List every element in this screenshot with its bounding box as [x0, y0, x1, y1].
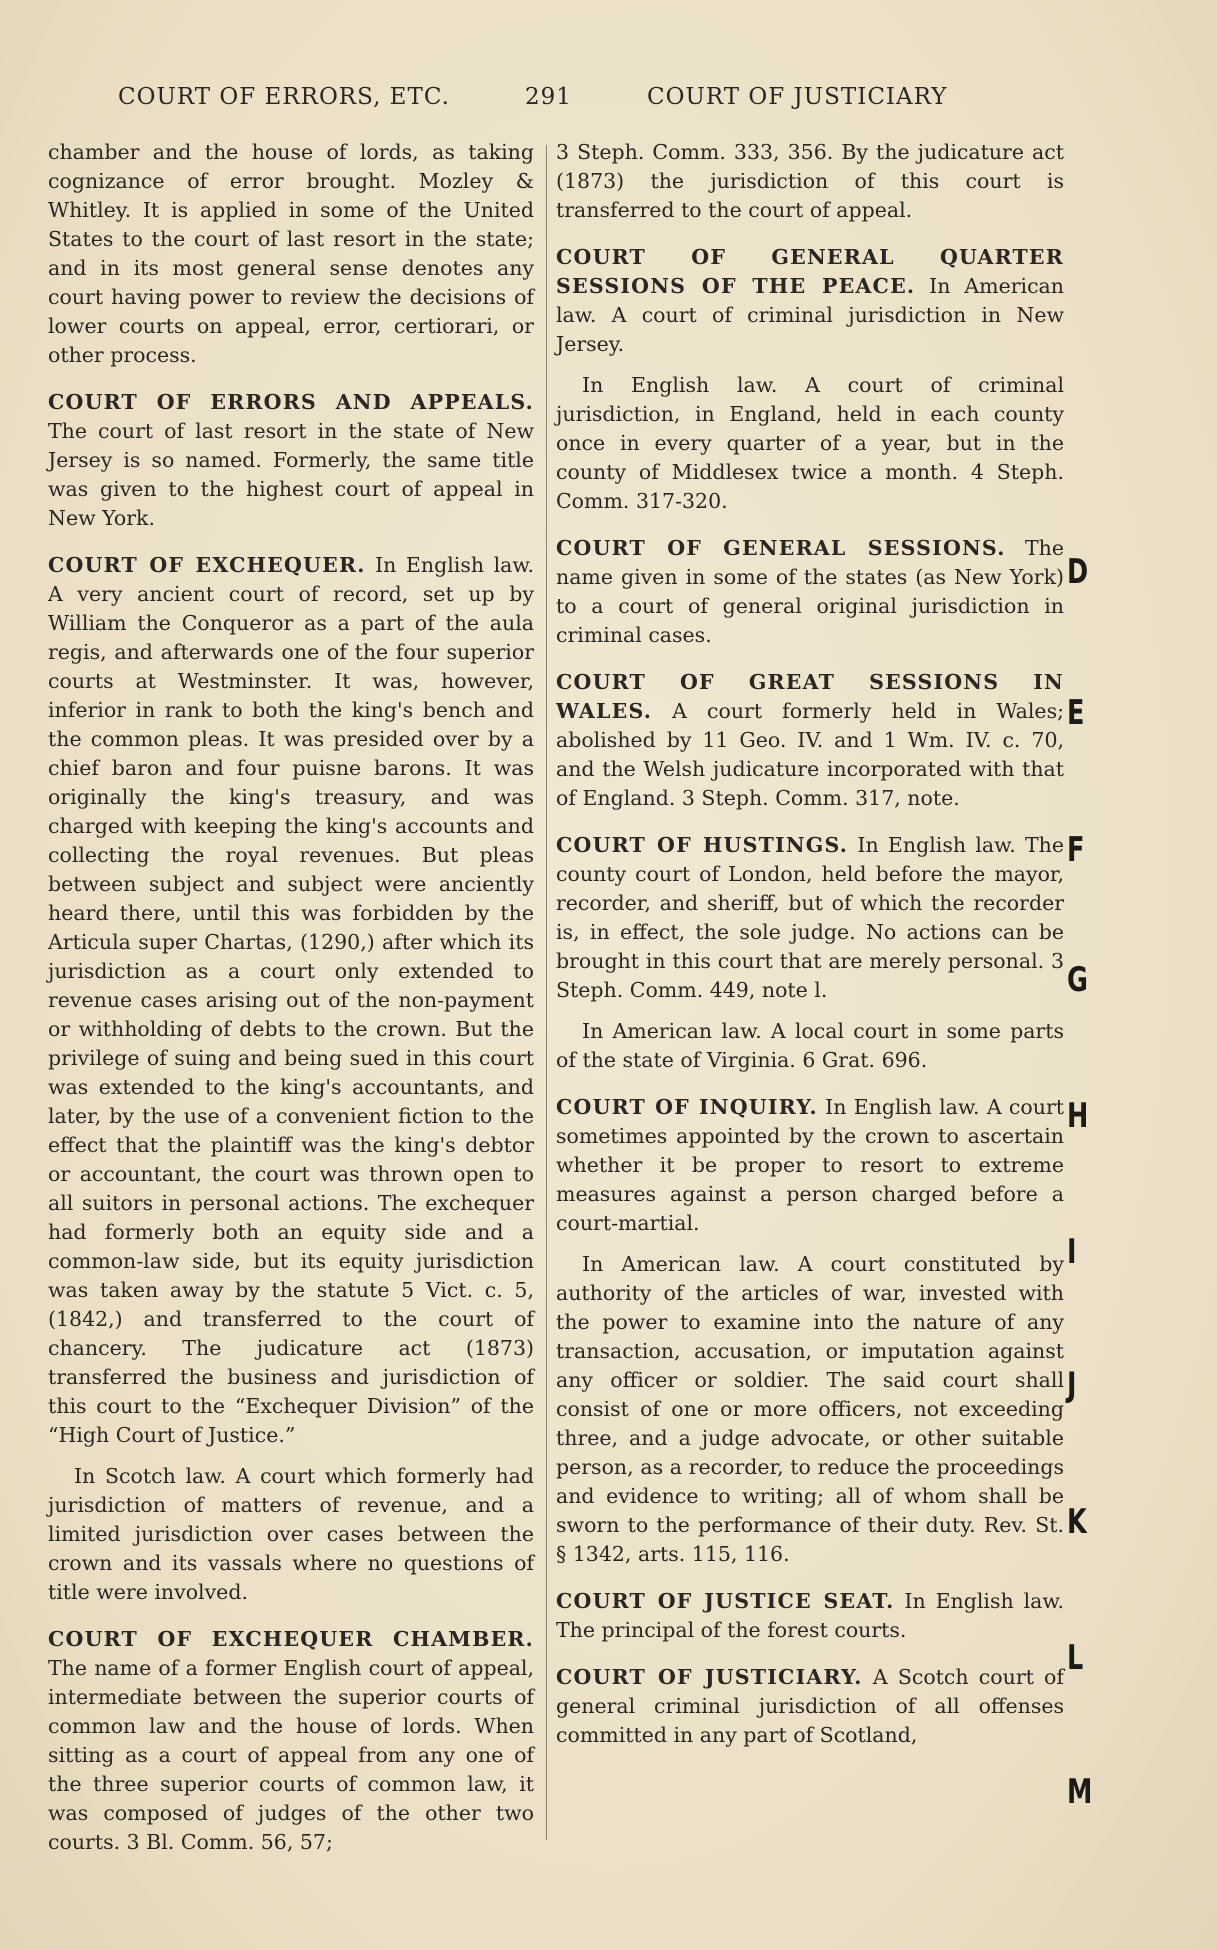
- left-column: [48, 138, 534, 1875]
- entry-definition: A court formerly held in Wales; abolished by 11 Geo. IV. and 1 Wm. IV. c. 70, and the Welsh judicature incorporated with that of England. 3 Steph. Comm. 317, note.: [556, 699, 1064, 810]
- entry-headword: COURT OF INQUIRY.: [556, 1095, 818, 1119]
- column-divider: [546, 145, 547, 1840]
- entry-definition: The name of a former English court of appeal, intermediate between the superior courts of common law and the house of lords. When sitting as a court of appeal from any one of the three superior courts of common law, it was composed of judges of the other two courts. 3 Bl. Comm. 56, 57;: [48, 1656, 534, 1854]
- entry-definition: In English law. A court sometimes appointed by the crown to ascertain whether it be proper to resort to extreme measures against a person charged before a court-martial.: [556, 1095, 1064, 1235]
- entry-definition: A Scotch court of general criminal jurisdiction of all offenses committed in any part of Scotland,: [556, 1665, 1064, 1747]
- thumb-index-e: E: [1067, 693, 1085, 733]
- entry-headword: COURT OF GENERAL SESSIONS.: [556, 536, 1006, 560]
- entry-court-of-justice-seat: [556, 1587, 1064, 1645]
- entry-court-of-general-quarter-sessions: [556, 243, 1064, 359]
- entry-court-of-justiciary: [556, 1663, 1064, 1750]
- entry-headword: COURT OF JUSTICIARY.: [556, 1665, 863, 1689]
- entry-court-of-errors-and-appeals: [48, 388, 534, 533]
- entry-headword: COURT OF EXCHEQUER CHAMBER.: [48, 1627, 534, 1651]
- entry-subsense-english-law: In English law. A court of criminal jurisdiction, in England, held in each county once in every quarter of a year, but in the county of Middlesex twice a month. 4 Steph. Comm. 317-320.: [556, 373, 1064, 513]
- entry-headword: COURT OF EXCHEQUER.: [48, 553, 366, 577]
- entry-continuation: 3 Steph. Comm. 333, 356. By the judicature act (1873) the jurisdiction of this court is transferred to the court of appeal.: [556, 140, 1064, 222]
- thumb-index-h: H: [1067, 1096, 1089, 1136]
- entry-subsense-american-law: In American law. A local court in some parts of the state of Virginia. 6 Grat. 696.: [556, 1019, 1064, 1072]
- thumb-index-m: M: [1067, 1772, 1093, 1812]
- entry-court-of-general-sessions: [556, 534, 1064, 650]
- entry-court-of-great-sessions-in-wales: [556, 668, 1064, 813]
- header-right-guideword: COURT OF JUSTICIARY: [647, 84, 948, 110]
- entry-definition: The court of last resort in the state of New Jersey is so named. Formerly, the same title was given to the highest court of appeal in New York.: [48, 419, 534, 530]
- thumb-index-f: F: [1067, 830, 1085, 870]
- thumb-index-d: D: [1067, 552, 1089, 592]
- entry-court-of-exchequer-chamber: [48, 1625, 534, 1857]
- entry-continuation: chamber and the house of lords, as taking cognizance of error brought. Mozley & Whitley. It is applied in some of the United States to the court of last resort in the state; and in its most general sense denotes any court having power to review the decisions of lower courts on appeal, error, certiorari, or other process.: [48, 140, 534, 367]
- thumb-index-g: G: [1067, 960, 1088, 1000]
- right-column: [556, 138, 1064, 1768]
- thumb-index-j: J: [1067, 1365, 1077, 1405]
- entry-definition: The name given in some of the states (as New York) to a court of general original jurisdiction in criminal cases.: [556, 536, 1064, 647]
- thumb-index-k: K: [1067, 1502, 1087, 1542]
- thumb-index-l: L: [1067, 1638, 1084, 1678]
- entry-definition: In English law. The county court of London, held before the mayor, recorder, and sheriff, but of which the recorder is, in effect, the sole judge. No actions can be brought in this court that are merely personal. 3 Steph. Comm. 449, note l.: [556, 833, 1064, 1002]
- entry-definition: In English law. The principal of the forest courts.: [556, 1589, 1064, 1642]
- header-left-guideword: COURT OF ERRORS, ETC.: [118, 84, 450, 110]
- page-number: 291: [525, 84, 572, 110]
- entry-headword: COURT OF GENERAL QUARTER SESSIONS OF THE PEACE.: [556, 245, 1064, 298]
- thumb-index-i: I: [1067, 1232, 1077, 1272]
- entry-headword: COURT OF JUSTICE SEAT.: [556, 1589, 895, 1613]
- entry-court-of-inquiry: [556, 1093, 1064, 1238]
- entry-subsense-american-law: In American law. A court constituted by authority of the articles of war, invested with the power to examine into the nature of any transaction, accusation, or imputation against any officer or soldier. The said court shall consist of one or more officers, not exceeding three, and a judge advocate, or other suitable person, as a recorder, to reduce the proceedings and evidence to writing; all of whom shall be sworn to the performance of their duty. Rev. St. § 1342, arts. 115, 116.: [556, 1252, 1064, 1566]
- entry-court-of-hustings: [556, 831, 1064, 1005]
- entry-court-of-exchequer: [48, 551, 534, 1450]
- running-header: [0, 84, 1217, 114]
- entry-headword: COURT OF ERRORS AND APPEALS.: [48, 390, 534, 414]
- entry-headword: COURT OF GREAT SESSIONS IN WALES.: [556, 670, 1064, 723]
- entry-definition: In English law. A very ancient court of record, set up by William the Conqueror as a part of the aula regis, and afterwards one of the four superior courts at Westminster. It was, however, inferior in rank to both the king's bench and the common pleas. It was presided over by a chief baron and four puisne barons. It was originally the king's treasury, and was charged with keeping the king's accounts and collecting the royal revenues. But pleas between subject and subject were anciently heard there, until this was forbidden by the Articula super Chartas, (1290,) after which its jurisdiction as a court only extended to revenue cases arising out of the non-payment or withholding of debts to the crown. But the privilege of suing and being sued in this court was extended to the king's accountants, and later, by the use of a convenient fiction to the effect that the plaintiff was the king's debtor or accountant, the court was thrown open to all suitors in personal actions. The exchequer had formerly both an equity side and a common-law side, but its equity jurisdiction was taken away by the statute 5 Vict. c. 5, (1842,) and transferred to the court of chancery. The judicature act (1873) transferred the business and jurisdiction of this court to the “Exchequer Division” of the “High Court of Justice.”: [48, 553, 534, 1447]
- entry-definition: In American law. A court of criminal jurisdiction in New Jersey.: [556, 274, 1064, 356]
- entry-headword: COURT OF HUSTINGS.: [556, 833, 849, 857]
- entry-subsense-scotch-law: In Scotch law. A court which formerly had jurisdiction of matters of revenue, and a limited jurisdiction over cases between the crown and its vassals where no questions of title were involved.: [48, 1464, 534, 1604]
